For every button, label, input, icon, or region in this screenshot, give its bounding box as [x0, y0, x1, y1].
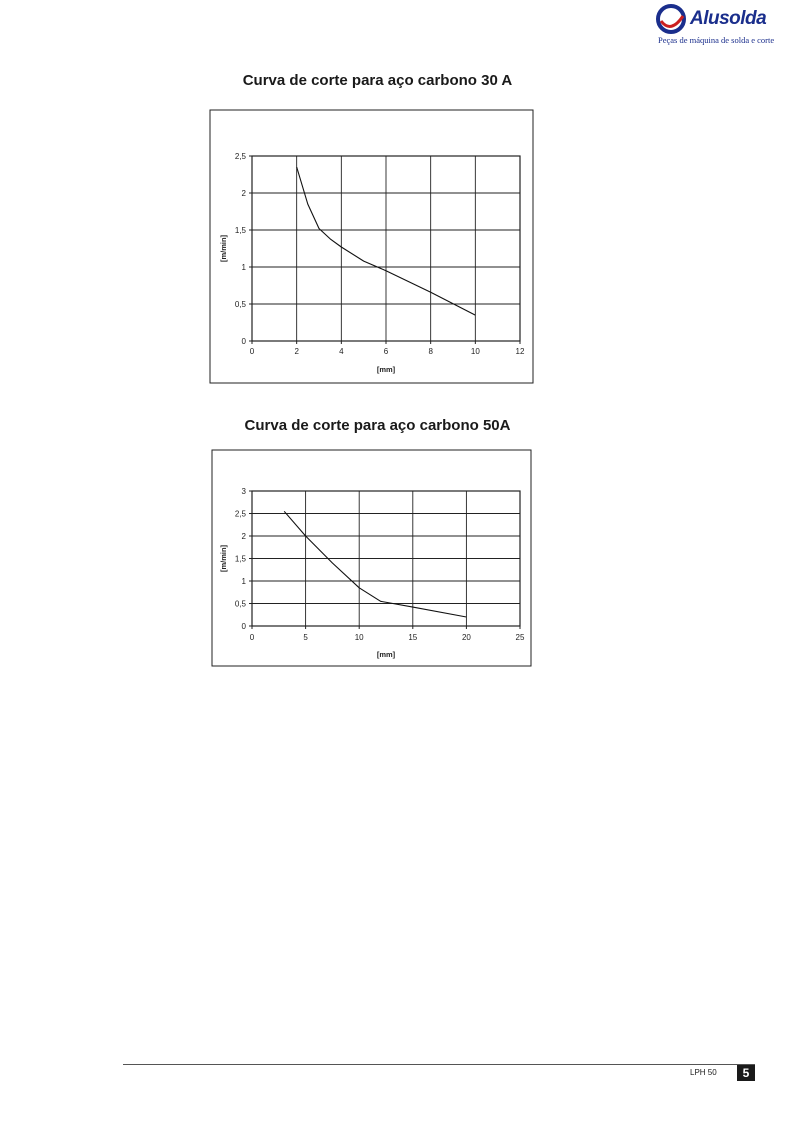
y-tick-label: 1,5 [234, 226, 246, 235]
chart-title-50a: Curva de corte para aço carbono 50A [244, 417, 511, 434]
y-tick-label: 2,5 [234, 509, 246, 519]
footer-divider [123, 1064, 755, 1065]
y-tick-label: 2,5 [234, 152, 246, 161]
y-tick-label: 3 [241, 487, 246, 496]
x-tick-label: 25 [515, 633, 525, 642]
x-tick-label: 0 [249, 347, 255, 356]
y-tick-label: 1 [241, 263, 246, 272]
x-tick-label: 20 [461, 633, 471, 642]
x-tick-label: 4 [339, 347, 344, 356]
x-tick-label: 0 [249, 633, 255, 642]
footer-doc-code: LPH 50 [690, 1068, 717, 1077]
y-tick-label: 0 [241, 337, 246, 346]
x-tick-label: 10 [470, 347, 480, 356]
x-axis-label: [mm] [376, 650, 396, 659]
brand-name: Alusolda [690, 8, 767, 29]
y-axis-label: [m/min] [219, 234, 228, 263]
y-axis-label: [m/min] [219, 544, 228, 573]
y-tick-label: 2 [241, 189, 246, 198]
y-tick-label: 2 [241, 532, 246, 541]
y-tick-label: 0,5 [234, 300, 246, 309]
y-tick-label: 0 [241, 622, 246, 631]
x-tick-label: 8 [428, 347, 433, 356]
x-tick-label: 2 [294, 347, 299, 356]
x-tick-label: 5 [303, 633, 308, 642]
footer-page-number: 5 [737, 1065, 755, 1081]
x-tick-label: 15 [408, 633, 418, 642]
y-tick-label: 0,5 [234, 599, 246, 609]
brand-tagline: Peças de máquina de solda e corte [658, 35, 775, 45]
y-tick-label: 1 [241, 577, 246, 586]
chart-title-30a: Curva de corte para aço carbono 30 A [242, 72, 513, 89]
x-tick-label: 12 [515, 347, 525, 356]
x-tick-label: 10 [354, 633, 364, 642]
y-tick-label: 1,5 [234, 554, 246, 564]
x-axis-label: [mm] [376, 365, 396, 374]
chart-frame [212, 450, 531, 666]
x-tick-label: 6 [383, 347, 389, 356]
